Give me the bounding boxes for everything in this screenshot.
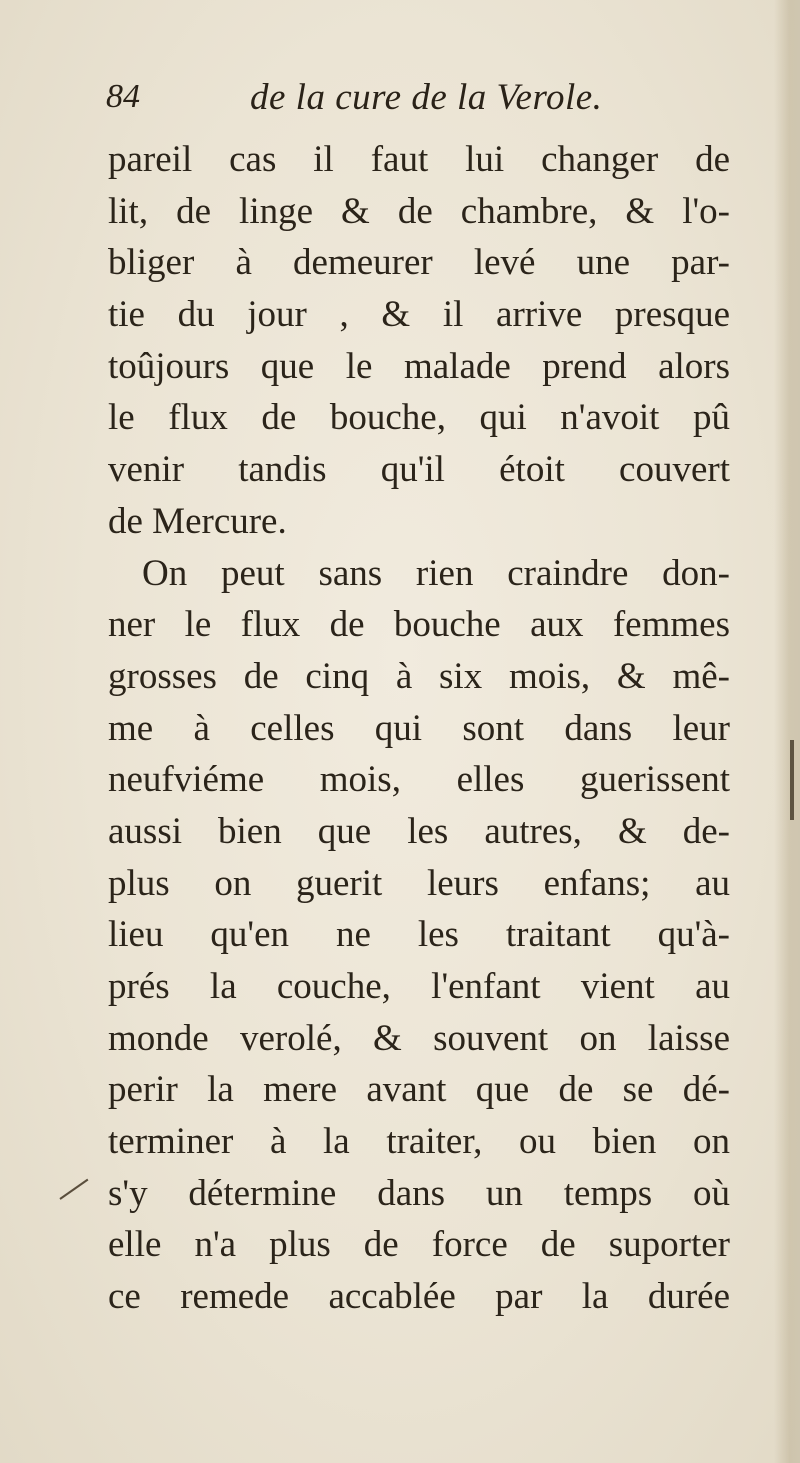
page-edge-shadow xyxy=(774,0,800,1463)
page-edge-mark xyxy=(790,740,794,820)
text-line: me à celles qui sont dans leur xyxy=(108,707,730,749)
text-line: grosses de cinq à six mois, & mê- xyxy=(108,655,730,697)
page-header xyxy=(100,72,740,122)
text-line: de Mercure. xyxy=(108,500,287,542)
text-line: pareil cas il faut lui changer de xyxy=(108,139,730,180)
text-line: terminer à la traiter, ou bien on xyxy=(108,1121,730,1163)
text-line: tie du jour , & il arrive presque xyxy=(108,294,730,336)
text-line: plus on guerit leurs enfans; au xyxy=(108,862,730,904)
paragraph-start-line: On peut sans rien craindre don- xyxy=(142,552,730,594)
margin-pencil-mark xyxy=(59,1179,88,1200)
text-line: bliger à demeurer levé une par- xyxy=(108,242,730,284)
text-line: s'y détermine dans un temps où xyxy=(108,1172,730,1214)
running-title: de la cure de la Verole. xyxy=(250,77,603,118)
text-line: ner le flux de bouche aux femmes xyxy=(108,604,730,646)
text-line: prés la couche, l'enfant vient au xyxy=(108,966,730,1007)
text-line: le flux de bouche, qui n'avoit pû xyxy=(108,397,730,439)
text-line: monde verolé, & souvent on laisse xyxy=(108,1017,730,1059)
text-line: lit, de linge & de chambre, & l'o- xyxy=(108,190,730,232)
text-line: venir tandis qu'il étoit couvert xyxy=(108,449,730,491)
text-line: lieu qu'en ne les traitant qu'à- xyxy=(108,914,730,956)
text-line: elle n'a plus de force de suporter xyxy=(108,1224,730,1266)
text-line: perir la mere avant que de se dé- xyxy=(108,1069,730,1111)
text-line: aussi bien que les autres, & de- xyxy=(108,810,730,852)
text-line: ce remede accablée par la durée xyxy=(108,1276,730,1318)
text-line: neufviéme mois, elles guerissent xyxy=(108,759,730,801)
page-number: 84 xyxy=(106,78,140,115)
text-line: toûjours que le malade prend alors xyxy=(108,345,730,387)
body-text xyxy=(108,134,730,1323)
